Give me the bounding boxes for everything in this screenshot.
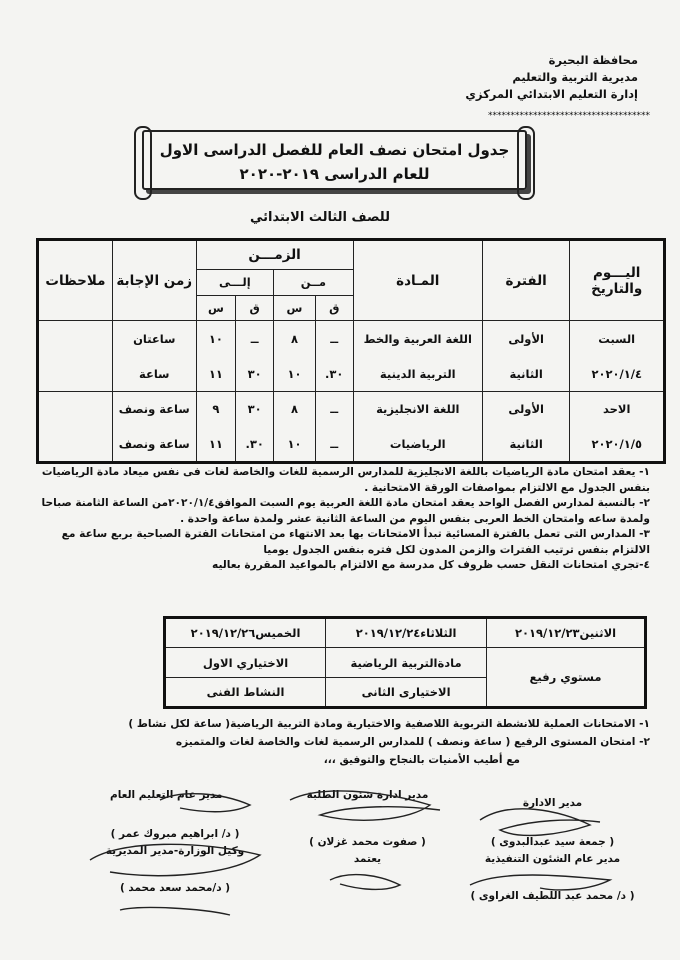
to-q-cell: ٣٠ ٣٠.	[236, 392, 274, 463]
banner-scroll-left	[134, 126, 152, 200]
header-from: مــن	[274, 270, 354, 296]
bottom-note-item: ١- الامتحانات العملية للانشطة التربوية اللاصفية والاختيارية ومادة التربية الرياضية( ساعة لكل نشاط )	[128, 718, 650, 730]
level-row-label: مستوي رفيع	[487, 648, 646, 708]
header-subject: المـادة	[353, 240, 482, 321]
header-period: الفترة	[482, 240, 570, 321]
from-q-cell: ــ ــ	[315, 392, 353, 463]
signature-scribble-left-2	[160, 794, 250, 812]
period-cell: الأولى الثانية	[482, 392, 570, 463]
period-cell: الأولى الثانية	[482, 321, 570, 392]
notes-cell	[38, 321, 113, 392]
header-duration: زمن الإجابة	[112, 240, 196, 321]
header-to-q: ق	[236, 295, 274, 321]
signature-scribble-right	[480, 809, 600, 836]
header-to-s: س	[196, 295, 236, 321]
signer-title: مدير ادارة شئون الطلبة	[306, 789, 429, 801]
header-block	[465, 52, 638, 103]
level-cell: الاختياري الاول	[165, 648, 326, 678]
signature-scribble-middle-2	[330, 875, 400, 890]
signature-scribble-middle	[290, 791, 440, 820]
header-from-s: س	[274, 295, 316, 321]
governorate: محافظة البحيرة	[548, 53, 638, 67]
from-s-cell: ٨ ١٠	[274, 321, 316, 392]
signer-title: مدير عام التعليم العام	[110, 789, 223, 801]
banner-scroll-right	[517, 126, 535, 200]
signature-scribble-left	[90, 844, 260, 875]
notes-cell	[38, 392, 113, 463]
header-from-q: ق	[315, 295, 353, 321]
directorate: مديرية التربية والتعليم	[512, 70, 638, 84]
to-q-cell: ــ ٣٠	[236, 321, 274, 392]
note-item: ٤-تجري امتحانات النقل حسب ظروف كل مدرسة مع الالتزام بالمواعيد المقررة بعاليه	[212, 559, 650, 571]
to-s-cell: ٩ ١١	[196, 392, 236, 463]
signer-role: مدير عام الشئون التنفيذية	[484, 853, 621, 865]
header-day-date: اليـــوم والتاريخ	[570, 240, 665, 321]
bottom-notes	[25, 715, 650, 769]
signer-name-2: ( د/ محمد عبد اللطيف الغراوى )	[470, 890, 635, 902]
signer-name: ( صفوت محمد غزلان )	[309, 836, 426, 848]
level-day-tuesday: الثلاثاء٢٠١٩/١٢/٢٤	[326, 618, 487, 648]
level-day-thursday: الخميس٢٠١٩/١٢/٢٦	[165, 618, 326, 648]
signer-name: ( د/ ابراهيم مبروك عمر )	[110, 828, 240, 840]
signer-name-2: ( د/محمد سعد محمد )	[119, 882, 231, 894]
title-line-1: جدول امتحان نصف العام للفصل الدراسى الاول	[159, 141, 510, 159]
signature-scribble-right-2	[470, 875, 610, 890]
administration: إدارة التعليم الابتدائي المركزي	[465, 87, 638, 101]
subject-cell: اللغة العربية والخط التربية الدينية	[353, 321, 482, 392]
note-item: ٢- بالنسبة لمدارس الفصل الواحد يعقد امتحان مادة اللغة العربية يوم السبت الموافق٢٠٢٠/١/٤من الساعة الثامنة صباحا ولمدة ساعه وامتحان الخط العربى بنفس اليوم من الساعة الثانية عشر ولمدة ساعة واحدة .	[41, 497, 650, 525]
signer-role: وكيل الوزارة-مدير المديرية	[105, 845, 245, 857]
handwritten-signatures	[0, 780, 680, 960]
title-banner	[142, 130, 527, 190]
day-date-cell: الاحد ٢٠٢٠/١/٥	[570, 392, 665, 463]
signature-scribble-left-3	[120, 908, 230, 915]
duration-cell: ساعتان ساعة	[112, 321, 196, 392]
from-q-cell: ــ ٣٠.	[315, 321, 353, 392]
day-date-cell: السبت ٢٠٢٠/١/٤	[570, 321, 665, 392]
header-notes: ملاحظات	[38, 240, 113, 321]
note-item: ٣- المدارس التى تعمل بالفترة المسائية تبدأ الامتحانات بها بعد الانتهاء من امتحانات الفترة الصباحية بربع ساعة مع الالتزام بنفس ترتيب الفترات والزمن المدون لكل فتره بنفس الجدول يوميا	[61, 528, 650, 556]
stars-divider: ************************************	[488, 111, 650, 121]
exam-schedule-table	[36, 238, 666, 464]
bottom-note-item: ٢- امتحان المستوى الرفيع ( ساعة ونصف ) للمدارس الرسمية لغات والخاصة لغات والمتميزه	[175, 736, 650, 748]
subject-cell: اللغة الانجليزية الرياضيات	[353, 392, 482, 463]
note-item: ١- يعقد امتحان مادة الرياضيات باللغة الانجليزية للمدارس الرسمية للغات والخاصة لغات فى نفس ميعاد مادة الرياضيات بنفس الجدول مع الالتزام بمواصفات الورقة الامتحانية .	[41, 466, 650, 494]
level-cell: مادةالتربية الرياضية	[326, 648, 487, 678]
title-line-2: للعام الدراسى ٢٠١٩-٢٠٢٠	[239, 165, 430, 183]
level-cell: النشاط الفنى	[165, 678, 326, 708]
level-cell: الاختيارى الثانى	[326, 678, 487, 708]
table-row	[38, 321, 665, 392]
from-s-cell: ٨ ١٠	[274, 392, 316, 463]
closing-wishes: مع أطيب الأمنيات بالنجاح والتوفيق ،،،	[323, 754, 520, 766]
duration-cell: ساعة ونصف ساعة ونصف	[112, 392, 196, 463]
grade-label: للصف الثالث الابتدائي	[249, 210, 390, 225]
table-row	[38, 392, 665, 463]
signer-title: مدير الادارة	[522, 797, 583, 809]
to-s-cell: ١٠ ١١	[196, 321, 236, 392]
level-day-monday: الاثنين٢٠١٩/١٢/٢٣	[487, 618, 646, 648]
notes-list	[25, 465, 650, 574]
header-to: إلـــى	[196, 270, 274, 296]
header-time: الزمـــن	[196, 240, 353, 270]
signer-name: ( جمعة سيد عبدالبدوى )	[490, 836, 615, 848]
approve-label: يعتمد	[353, 853, 382, 865]
high-level-table	[163, 616, 647, 709]
